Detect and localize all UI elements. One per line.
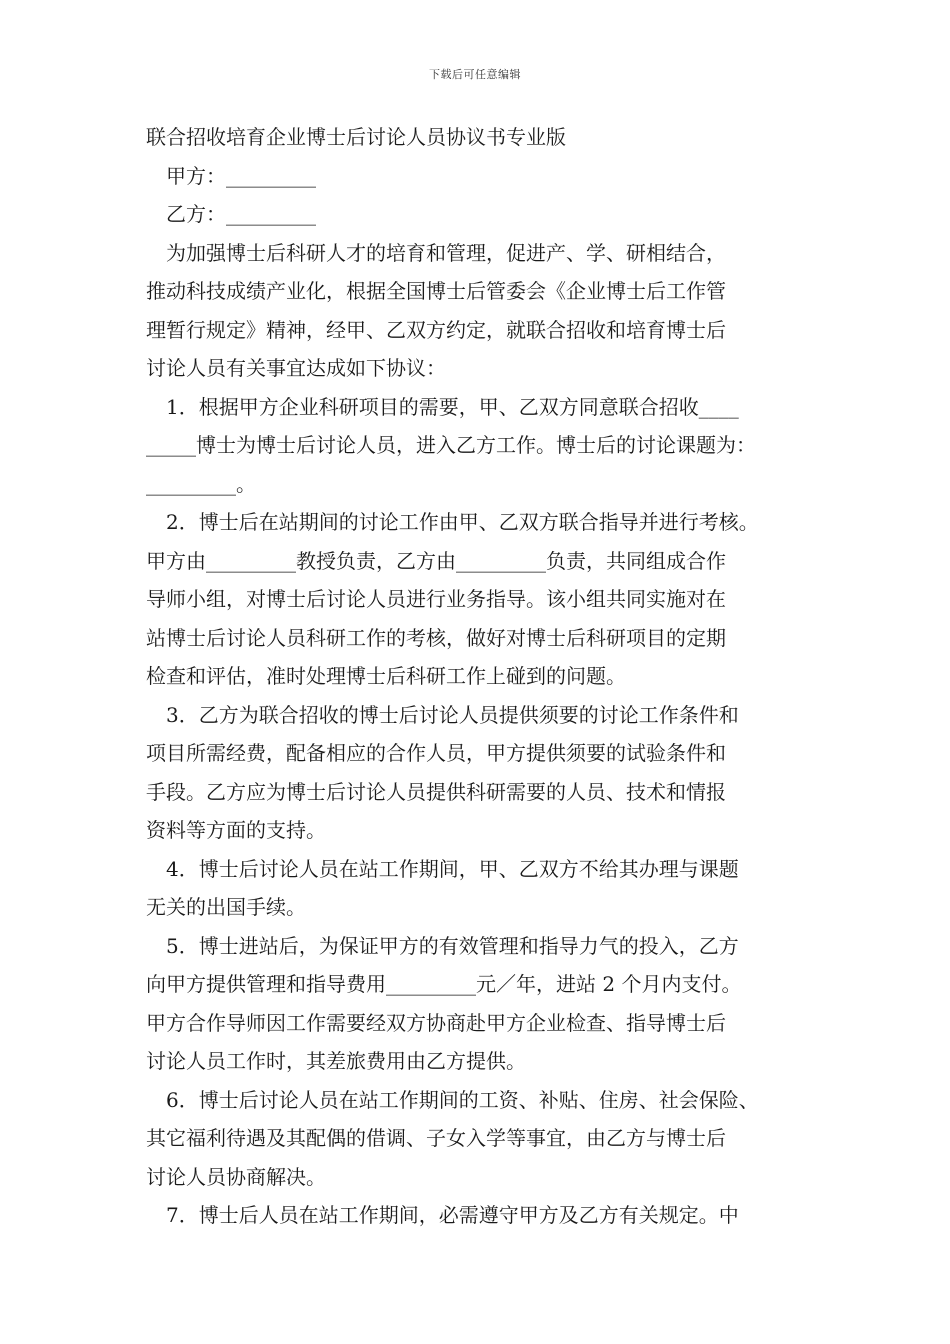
clause-1-line: _________。 [146,471,256,496]
clause-4-line: 4．博士后讨论人员在站工作期间，甲、乙双方不给其办理与课题 [166,856,739,881]
header-note: 下载后可任意编辑 [429,68,521,81]
clause-5-line: 讨论人员工作时，其差旅费用由乙方提供。 [146,1049,526,1073]
document-body [146,118,816,1235]
document-title: 联合招收培育企业博士后讨论人员协议书专业版 [146,125,566,149]
clause-4-line: 无关的出国手续。 [146,895,306,919]
clause-5-line: 向甲方提供管理和指导费用_________元／年，进站 2 个月内支付。 [146,972,742,996]
clause-2-line: 导师小组，对博士后讨论人员进行业务指导。该小组共同实施对在 [146,587,726,611]
clause-1-line: _____博士为博士后讨论人员，进入乙方工作。博士后的讨论课题为： [146,433,756,457]
clause-1-line: 1．根据甲方企业科研项目的需要，甲、乙双方同意联合招收____ [166,394,739,419]
clause-1 [146,388,816,504]
intro-line: 理暂行规定》精神，经甲、乙双方约定，就联合招收和培育博士后 [146,317,726,342]
clause-3-line: 资料等方面的支持。 [146,818,326,842]
clause-6-line: 其它福利待遇及其配偶的借调、子女入学等事宜，由乙方与博士后 [146,1126,726,1150]
clause-6-line: 6．博士后讨论人员在站工作期间的工资、补贴、住房、社会保险、 [166,1087,759,1112]
clause-7 [146,1196,816,1235]
party-b-line: 乙方：_________ [166,202,316,226]
intro-line: 讨论人员有关事宜达成如下协议： [146,356,446,380]
clause-2-line: 检查和评估，准时处理博士后科研工作上碰到的问题。 [146,664,626,688]
clause-7-line: 7．博士后人员在站工作期间，必需遵守甲方及乙方有关规定。中 [166,1203,739,1227]
clause-6 [146,1081,816,1197]
clause-3 [146,696,816,850]
clause-2-line: 站博士后讨论人员科研工作的考核，做好对博士后科研项目的定期 [146,625,726,650]
clause-6-line: 讨论人员协商解决。 [146,1164,326,1189]
clause-3-line: 手段。乙方应为博士后讨论人员提供科研需要的人员、技术和情报 [146,779,726,804]
clause-5-line: 甲方合作导师因工作需要经双方协商赴甲方企业检查、指导博士后 [146,1010,726,1035]
clause-5 [146,927,816,1081]
intro-line: 为加强博士后科研人才的培育和管理，促进产、学、研相结合， [166,240,726,265]
clause-2 [146,503,816,696]
intro-paragraph [146,234,816,388]
clause-3-line: 3．乙方为联合招收的博士后讨论人员提供须要的讨论工作条件和 [166,702,739,727]
clause-3-line: 项目所需经费，配备相应的合作人员，甲方提供须要的试验条件和 [146,741,726,765]
clause-2-line: 2．博士后在站期间的讨论工作由甲、乙双方联合指导并进行考核。 [166,510,759,534]
party-a-line: 甲方：_________ [166,163,316,188]
clause-2-line: 甲方由_________教授负责，乙方由_________负责，共同组成合作 [146,548,726,573]
intro-line: 推动科技成绩产业化，根据全国博士后管委会《企业博士后工作管 [146,279,726,303]
clause-4 [146,850,816,927]
clause-5-line: 5．博士进站后，为保证甲方的有效管理和指导力气的投入，乙方 [166,933,739,958]
